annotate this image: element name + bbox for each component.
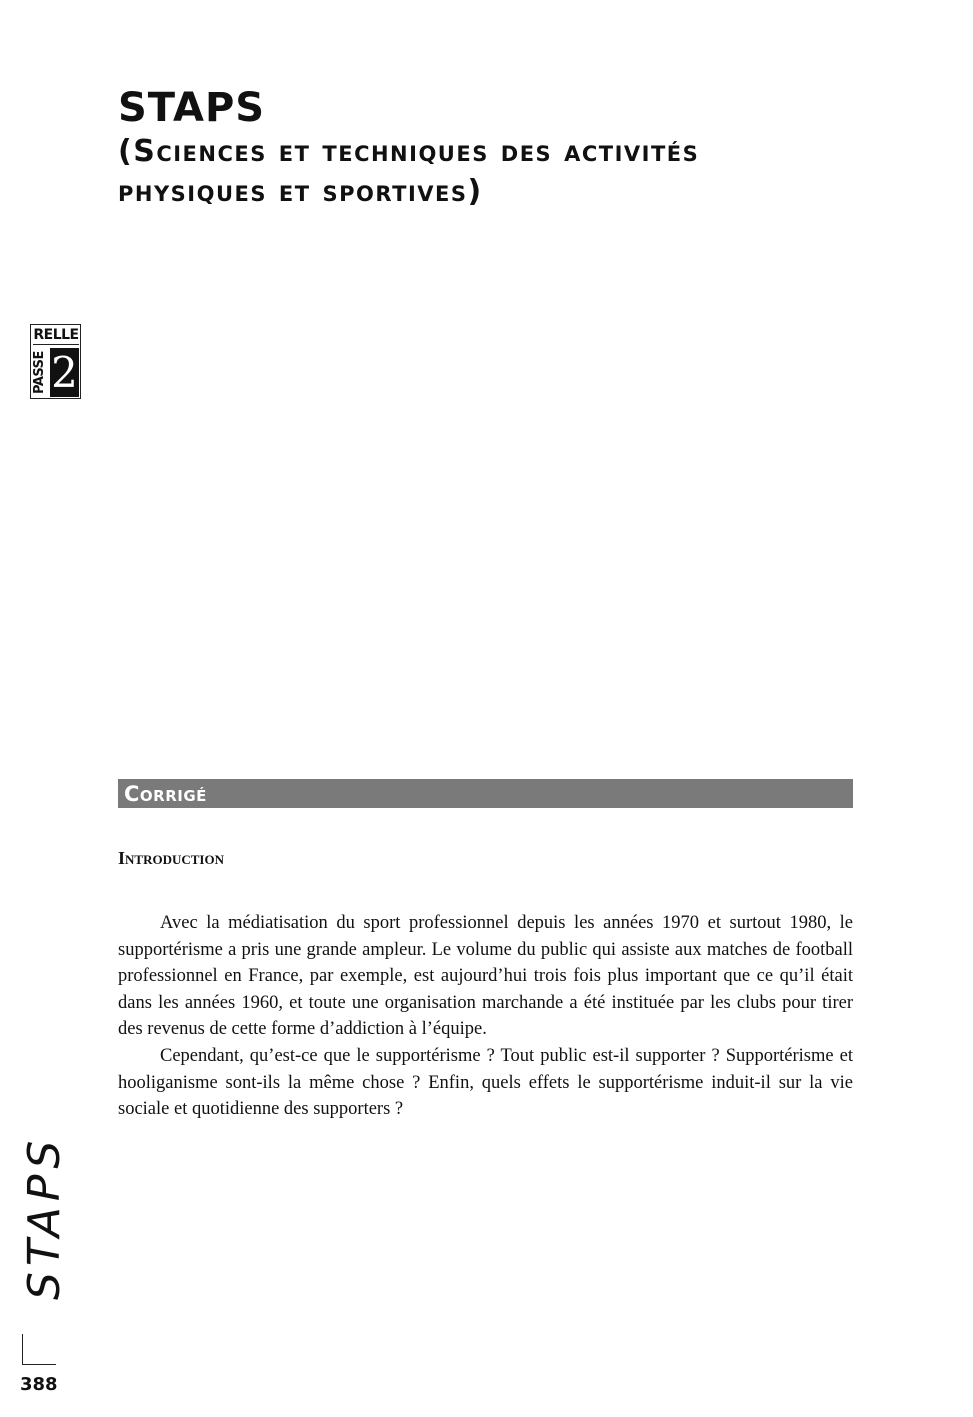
badge-top-text: RELLE <box>33 327 79 343</box>
margin-section-label: STAPS <box>19 1134 70 1300</box>
corner-mark-horizontal <box>22 1364 56 1365</box>
passerelle-badge <box>30 324 81 399</box>
paragraph: Cependant, qu’est-ce que le supportérisme ? Tout public est-il supporter ? Supportérisme et hooliganisme sont-ils la même chose ? Enfin, quels effets le supportérisme induit-il sur la vie sociale et quotidienne des supporters ? <box>118 1045 853 1120</box>
badge-number: 2 <box>51 348 78 397</box>
section-header-bar <box>118 779 853 808</box>
introduction-body <box>118 910 853 1123</box>
page-subtitle-line-1: (Sciences et techniques des activités <box>118 134 700 169</box>
section-header-label: Corrigé <box>124 782 207 806</box>
page-subtitle-line-2: physiques et sportives) <box>118 174 483 209</box>
paragraph: Avec la médiatisation du sport professionnel depuis les années 1970 et surtout 1980, le supportérisme a pris une grande ampleur. Le volume du public qui assiste aux matches de football professionnel en France, par exemple, est aujourd’hui trois fois plus important que ce qu’il était dans les années 1960, et toute une organisation marchande a été instituée par les clubs pour tirer des revenus de cette forme d’addiction à l’équipe. <box>118 913 853 1040</box>
page-title: STAPS <box>118 85 266 131</box>
corner-mark-vertical <box>22 1334 23 1364</box>
page-title-block <box>118 86 878 212</box>
introduction-heading: Introduction <box>118 848 224 868</box>
page-number: 388 <box>20 1374 58 1395</box>
badge-side-text: PASSE <box>32 351 47 395</box>
